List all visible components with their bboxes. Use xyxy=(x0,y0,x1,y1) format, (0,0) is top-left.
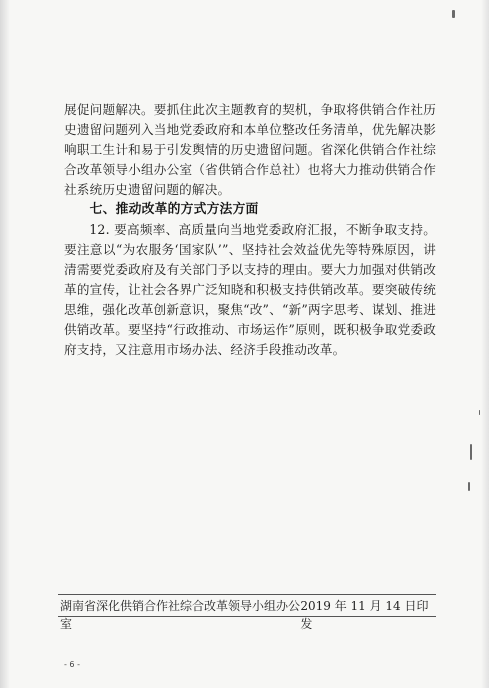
imprint-line xyxy=(58,597,436,631)
scan-edge-shadow-left xyxy=(0,0,10,688)
scan-speck xyxy=(468,482,470,491)
scan-speck xyxy=(470,444,472,460)
paragraph-item-12: 12. 要高频率、高质量向当地党委政府汇报，不断争取支持。要注意以“为农服务‘国家队’”、坚持社会效益优先等特殊原因，讲清需要党委政府及有关部门予以支持的理由。要大力加强对供销改革的宣传，让社会各界广泛知晓和积极支持供销改革。要突破传统思维，强化改革创新意识，聚焦“改”、“新”两字思考、谋划、推进供销改革。要坚持“行政推动、市场运作”原则，既积极争取党委政府支持，又注意用市场办法、经济手段推动改革。 xyxy=(64,222,436,357)
imprint-issuer: 湖南省深化供销合作社综合改革领导小组办公室 xyxy=(60,599,301,631)
page-number: - 6 - xyxy=(64,660,80,669)
imprint-date: 2019 年 11 月 14 日印发 xyxy=(300,599,429,631)
document-body xyxy=(64,100,436,360)
scan-edge-shadow-right xyxy=(481,0,489,688)
scan-speck xyxy=(452,10,455,18)
section-heading: 七、推动改革的方式方法方面 xyxy=(89,202,259,217)
footer-rule-top xyxy=(58,594,436,595)
scan-speck xyxy=(479,410,480,415)
paragraph-continuation: 展促问题解决。要抓住此次主题教育的契机，争取将供销合作社历史遗留问题列入当地党委政府和本单位整改任务清单，优先解决影响职工生计和易于引发舆情的历史遗留问题。省深化供销合作社综合改革领导小组办公室（省供销合作总社）也将大力推动供销合作社系统历史遗留问题的解决。 xyxy=(64,102,436,197)
footer-rule-bottom xyxy=(58,616,436,617)
